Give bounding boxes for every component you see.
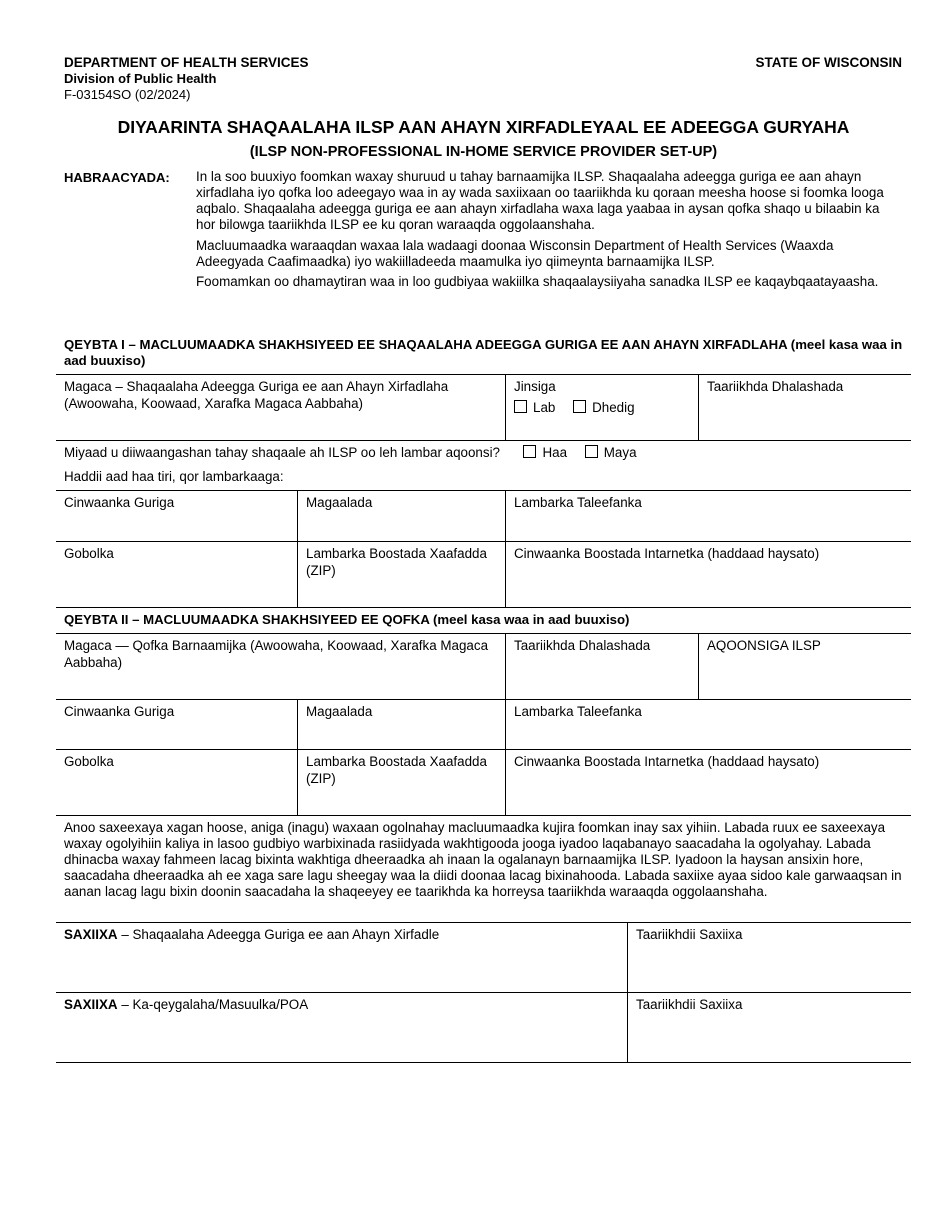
s1-dob-field[interactable]	[698, 375, 911, 441]
s1-row-address	[56, 490, 911, 542]
s2-ilsp-id-field[interactable]: AQOONSIGA ILSP	[698, 634, 911, 700]
s1-zip-field[interactable]: Lambarka Boostada Xaafadda (ZIP)	[297, 542, 505, 608]
form-subtitle: (ILSP NON-PROFESSIONAL IN-HOME SERVICE PROVIDER SET-UP)	[249, 144, 718, 160]
s1-registered-yes-option[interactable]: Haa	[523, 445, 567, 460]
s2-phone-field[interactable]: Lambarka Taleefanka	[505, 700, 911, 750]
department-name: DEPARTMENT OF HEALTH SERVICES	[64, 55, 309, 70]
s1-row-state	[56, 541, 911, 608]
checkbox-female[interactable]	[573, 400, 586, 413]
s2-dob-field[interactable]: Taariikhda Dhalashada	[505, 634, 698, 700]
attestation-text: Anoo saxeexaya xagan hoose, aniga (inagu) waxaan ogolnahay macluumaadka kujira foomkan inay sax yihiin. Labada ruux ee saxeexaya waxay ogolyihiin kaliya in lasoo gudbiyo warbixinada rasiidyada wakhtigooda jooga iyadoo laqabanayo saacadaha la ogolyahay. Labada dhinacba waxay fahmeen lacag bixinta wakhtiga dheeraadka ah inaan la ogalanayn barnaamijka ILSP. Iyadoon la haysan ansixin hore, saacadaha dheeraadka ah ee xaga sare lagu sheegay waa la diidi doonaa lacag bixinahooda. Labada saxiixe ayaa sidoo kale garwaaqsan in aanan lacag lagu bixin doonin saacadaha la shaqeeyey ee taarikhda ka horreysa taariikhda waraaqda oggolaanshaha.	[64, 820, 902, 899]
form-title: DIYAARINTA SHAQAALAHA ILSP AAN AHAYN XIRFADLEYAAL EE ADEEGGA GURYAHA	[117, 117, 850, 137]
s1-email-field[interactable]: Cinwaanka Boostada Intarnetka (haddaad haysato)	[505, 542, 911, 608]
section2-title: QEYBTA II – MACLUUMAADKA SHAKHSIYEED EE QOFKA (meel kasa waa in aad buuxiso)	[64, 612, 630, 627]
state-name: STATE OF WISCONSIN	[755, 55, 902, 70]
s1-if-yes-prompt: Haddii aad haa tiri, qor lambarkaaga:	[64, 469, 284, 484]
s1-registered-no-option[interactable]: Maya	[585, 445, 637, 460]
divider	[56, 440, 911, 441]
checkbox-male[interactable]	[514, 400, 527, 413]
s1-registered-question: Miyaad u diiwaangashan tahay shaqaale ah ILSP oo leh lambar aqoonsi? Haa Maya	[64, 445, 637, 460]
s1-row-name	[56, 374, 911, 441]
s1-gender-field	[505, 375, 698, 441]
worker-signature-field[interactable]: SAXIIXA – Shaqaalaha Adeegga Guriga ee aan Ahayn Xirfadle	[64, 927, 440, 942]
s2-zip-field[interactable]: Lambarka Boostada Xaafadda (ZIP)	[297, 750, 505, 816]
s2-email-field[interactable]: Cinwaanka Boostada Intarnetka (haddaad haysato)	[505, 750, 911, 816]
instructions-paragraph: Foomamkan oo dhamaytiran waa in loo gudbiyaa wakiilka shaqaalaysiiyaha sanadka ILSP ee kaqaybqaatayaasha.	[196, 274, 879, 289]
checkbox-no[interactable]	[585, 445, 598, 458]
form-id: F-03154SO (02/2024)	[64, 87, 191, 102]
instructions-paragraph: In la soo buuxiyo foomkan waxay shuruud u tahay barnaamijka ILSP. Shaqaalaha adeegga guriga ee aan ahayn xirfadlaha iyo qofka loo adeegayo waa in ay wada saxiixaan oo taariikhda ku qoraan meesha hoose si foomka looga aqbalo. Shaqaalaha adeegga guriga ee aan ahayn xirfadlaha waxa laga yaabaa in aysan qofka shaqo u bilaabin ka hor bilowga taariikhda ILSP ee ku qoran waraaqda oggolaanshaha.	[196, 169, 884, 232]
section1-title: QEYBTA I – MACLUUMAADKA SHAKHSIYEED EE SHAQAALAHA ADEEGGA GURIGA EE AAN AHAYN XIRFADLAHA (meel kasa waa in aad buuxiso)	[64, 337, 903, 368]
s1-gender-female-option[interactable]: Dhedig	[573, 400, 634, 417]
s1-name-label: Magaca – Shaqaalaha Adeegga Guriga ee aan Ahayn Xirfadlaha (Awoowaha, Koowaad, Xarafka Magaca Aabbaha)	[64, 379, 449, 411]
division-name: Division of Public Health	[64, 71, 217, 86]
s2-row-name	[56, 633, 911, 700]
instructions-paragraph: Macluumaadka waraaqdan waxaa lala wadaagi doonaa Wisconsin Department of Health Services (Waaxda Adeegyada Caafimaadka) iyo wakiilladeeda maamulka iyo qiimeynta barnaamijka ILSP.	[196, 237, 834, 269]
header-agency	[64, 55, 309, 103]
worker-signature-date-field[interactable]: Taariikhdii Saxiixa	[627, 923, 911, 993]
participant-signature-field[interactable]: SAXIIXA – Ka-qeygalaha/Masuulka/POA	[64, 997, 309, 1012]
checkbox-yes[interactable]	[523, 445, 536, 458]
s1-street-field[interactable]: Cinwaanka Guriga	[64, 495, 175, 510]
participant-signature-date-field[interactable]: Taariikhdii Saxiixa	[627, 993, 911, 1063]
s2-city-field[interactable]: Magaalada	[297, 700, 505, 750]
s2-row-address	[56, 699, 911, 750]
s2-state-field[interactable]: Gobolka	[64, 754, 114, 769]
signature-row-worker	[56, 922, 911, 993]
s2-street-field[interactable]: Cinwaanka Guriga	[64, 704, 175, 719]
s1-name-field[interactable]	[56, 375, 505, 441]
s2-row-state	[56, 749, 911, 816]
bottom-rule	[56, 1062, 911, 1063]
s2-name-field[interactable]: Magaca — Qofka Barnaamijka (Awoowaha, Koowaad, Xarafka Magaca Aabbaha)	[64, 638, 489, 670]
divider	[56, 607, 911, 608]
divider	[56, 815, 911, 816]
s1-dob-label: Taariikhda Dhalashada	[707, 379, 844, 394]
s1-phone-field[interactable]: Lambarka Taleefanka	[505, 491, 911, 542]
s1-gender-male-option[interactable]: Lab	[514, 400, 555, 417]
s1-city-field[interactable]: Magaalada	[297, 491, 505, 542]
s1-state-field[interactable]: Gobolka	[64, 546, 114, 561]
s1-gender-label: Jinsiga	[514, 379, 556, 394]
instructions	[196, 169, 901, 295]
signature-row-participant	[56, 992, 911, 1063]
instructions-label: HABRAACYADA:	[64, 170, 170, 185]
